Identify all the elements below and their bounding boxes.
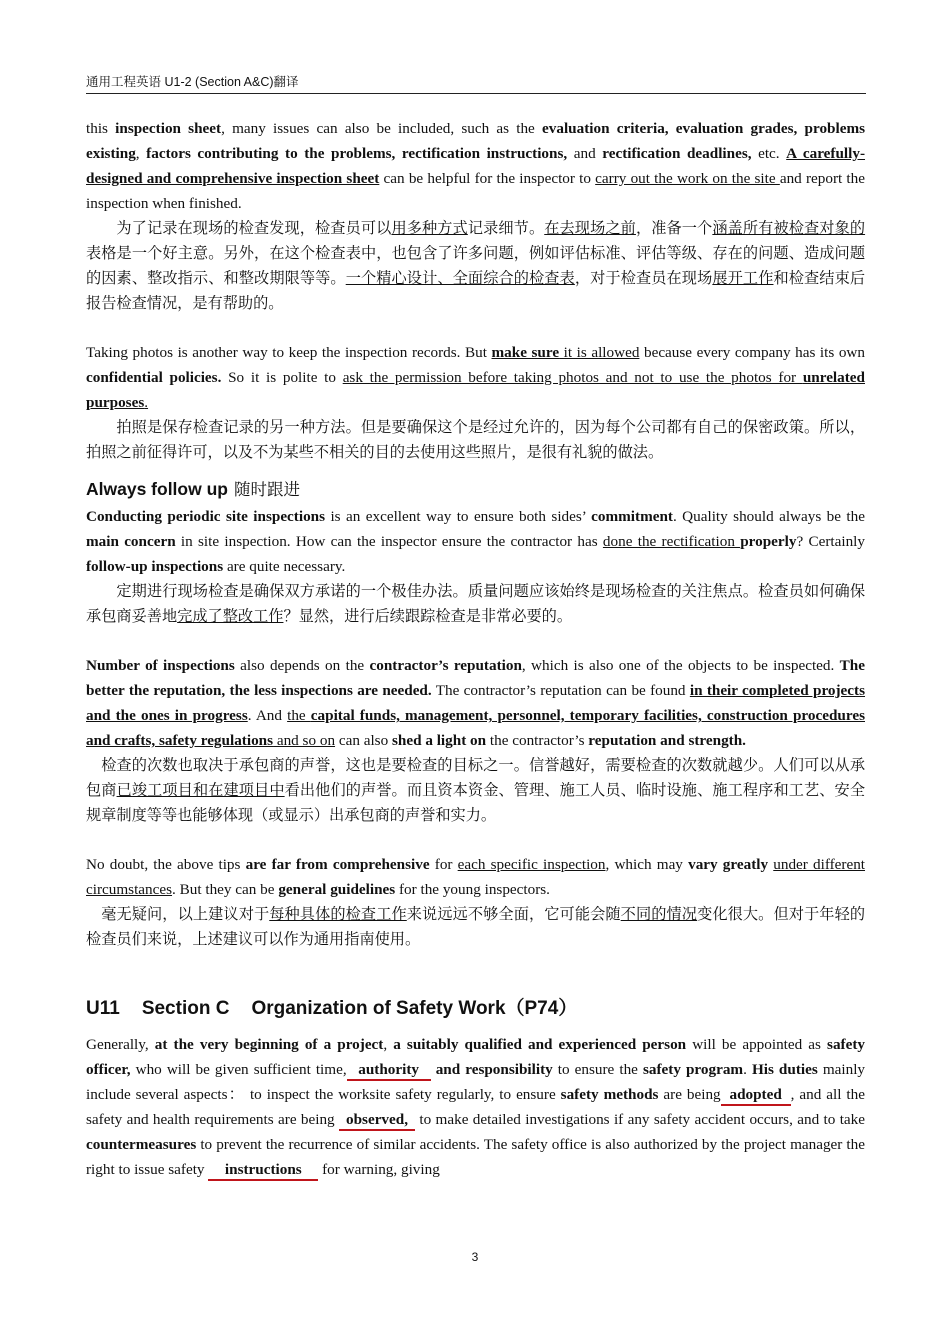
- text: 和检查结束后报告检查情况，是有帮助的。: [86, 269, 866, 312]
- bold-underlined-phrase: make sure: [491, 344, 560, 361]
- text: 来说远远不够全面，它可能会随: [406, 905, 621, 923]
- bold-term: Conducting periodic site inspections: [86, 508, 326, 525]
- paragraph-inspection-sheet-cn: [86, 216, 865, 316]
- document-body: [86, 116, 865, 1182]
- text: ，准备一个: [635, 219, 713, 237]
- bold-term: contractor’s reputation: [369, 657, 522, 674]
- fill-blank-answer: observed,: [339, 1111, 415, 1131]
- text: No doubt, the above tips: [86, 856, 246, 873]
- paragraph-inspection-sheet: [86, 116, 865, 216]
- header-title: 通用工程英语 U1-2 (Section A&C)翻译: [86, 75, 299, 89]
- bold-term: a suitably qualified and experienced person: [393, 1036, 687, 1053]
- bold-underlined-phrase: capital funds, management, personnel, temporary facilities, construction procedures and crafts, safety regulations: [86, 707, 865, 749]
- underlined-phrase: each specific inspection: [457, 856, 606, 873]
- text: can be helpful for the inspector to: [379, 170, 596, 187]
- text: .: [743, 1061, 752, 1078]
- bold-term: safety methods: [560, 1086, 659, 1103]
- bold-term: properly: [740, 533, 797, 550]
- paragraph-photos: [86, 340, 865, 415]
- underlined-phrase: 每种具体的检查工作: [269, 905, 407, 923]
- text: and report the inspection when finished.: [86, 170, 865, 212]
- text: , which may: [605, 856, 689, 873]
- section-heading: [86, 996, 865, 1022]
- spacer: [86, 316, 865, 340]
- text: . But they can be: [172, 881, 279, 898]
- bold-term: Number of inspections: [86, 657, 235, 674]
- text: for: [429, 856, 458, 873]
- text: are being: [658, 1086, 721, 1103]
- text: 定期进行现场检查是确保双方承诺的一个极佳办法。质量问题应该始终是现场检查的关注焦点。检查员如何确保承包商妥善地: [86, 582, 865, 625]
- heading-zh: 随时跟进: [233, 480, 300, 499]
- paragraph-reputation-cn: [86, 753, 865, 828]
- text: to make detailed investigations if any safety accident occurs, and to take: [415, 1111, 865, 1128]
- text: 检查的次数也取决于承包商的声誉，这也是要检查的目标之一。信誉越好，需要检查的次数就越少。人们可以从承包商: [86, 756, 865, 799]
- section-label: Section C: [141, 998, 230, 1019]
- text: Generally,: [86, 1036, 155, 1053]
- text: 看出他们的声誉。而且资本资金、管理、施工人员、临时设施、施工程序和工艺、安全规章制度等等也能够体现（或显示）出承包商的声誉和实力。: [86, 781, 866, 824]
- bold-term: inspection sheet: [115, 120, 222, 137]
- unit-label: U11: [86, 998, 120, 1019]
- text: 变化很大。但对于年轻的检查员们来说，上述建议可以作为通用指南使用。: [86, 905, 866, 948]
- text: because every company has its own: [639, 344, 865, 361]
- underlined-phrase: 已竣工项目和在建项目中: [116, 781, 285, 799]
- text: can also: [335, 732, 392, 749]
- underlined-phrase: 用多种方式: [391, 219, 468, 237]
- page-number: 3: [471, 1250, 479, 1264]
- bold-term: evaluation criteria, evaluation grades, problems existing: [86, 120, 866, 162]
- underlined-phrase: the: [287, 707, 311, 724]
- text: 拍照是保存检查记录的另一种方法。但是要确保这个是经过允许的，因为每个公司都有自己的保密政策。所以，拍照之前征得许可，以及不为某些不相关的目的去使用这些照片，是很有礼貌的做法。: [86, 418, 865, 461]
- underlined-phrase: 在去现场之前: [544, 219, 636, 237]
- section-title: Organization of Safety Work（P74）: [251, 998, 578, 1019]
- bold-term: The better the reputation, the less inspections are needed.: [86, 657, 865, 699]
- fill-blank-answer: adopted: [721, 1086, 791, 1106]
- underlined-phrase: and so on: [273, 732, 336, 749]
- page-header: [86, 72, 866, 94]
- text: 为了记录在现场的检查发现，检查员可以: [116, 219, 392, 237]
- bold-term: rectification deadlines,: [602, 145, 752, 162]
- bold-term: reputation and strength.: [588, 732, 746, 749]
- spacer: [86, 828, 865, 852]
- text: are quite necessary.: [223, 558, 346, 575]
- paragraph-tips-cn: [86, 902, 865, 952]
- paragraph-photos-cn: [86, 415, 865, 465]
- bold-term: countermeasures: [86, 1136, 197, 1153]
- heading-always-follow-up: [86, 477, 865, 502]
- underlined-phrase: 完成了整改工作: [177, 607, 284, 625]
- bold-term: factors contributing to the problems, rectification instructions,: [146, 145, 568, 162]
- text: , many issues can also be included, such as the: [221, 120, 543, 137]
- bold-term: commitment: [591, 508, 673, 525]
- text: . Quality should always be the: [672, 508, 865, 525]
- text: for warning, giving: [318, 1161, 440, 1178]
- text: ,: [383, 1036, 394, 1053]
- paragraph-reputation: [86, 653, 865, 753]
- text: is an excellent way to ensure both sides’: [325, 508, 592, 525]
- underlined-phrase: under different circumstances: [86, 856, 866, 898]
- bold-term: vary greatly: [688, 856, 769, 873]
- text: The contractor’s reputation can be found: [431, 682, 690, 699]
- text: , and all the safety and health requirements are being: [86, 1086, 865, 1128]
- text: Taking photos is another way to keep the inspection records. But: [86, 344, 492, 361]
- text: 表格是一个好主意。另外，在这个检查表中，也包含了许多问题，例如评估标准、评估等级、存在的问题、造成问题的因素、整改指示、和整改期限等等。: [86, 244, 865, 287]
- text: .: [144, 394, 149, 411]
- text: ask the permission before taking photos and not to use the photos for: [342, 369, 803, 386]
- underlined-phrase: 一个精心设计、全面综合的检查表: [345, 269, 575, 287]
- bold-underlined-phrase: A carefully-designed and comprehensive inspection sheet: [86, 145, 866, 187]
- bold-term: safety officer,: [86, 1036, 866, 1078]
- bold-term: and responsibility: [430, 1061, 553, 1078]
- text: to ensure the: [552, 1061, 643, 1078]
- bold-term: general guidelines: [278, 881, 396, 898]
- spacer: [86, 629, 865, 653]
- bold-term: at the very beginning of a project: [154, 1036, 384, 1053]
- text: the contractor’s: [486, 732, 589, 749]
- fill-blank-answer: instructions: [208, 1161, 318, 1181]
- underlined-phrase: 展开工作: [712, 269, 774, 287]
- bold-term: shed a light on: [391, 732, 487, 749]
- underlined-phrase: 不同的情况: [620, 905, 698, 923]
- underlined-phrase: 涵盖所有被检查对象的: [712, 219, 866, 237]
- text: etc.: [751, 145, 787, 162]
- text: ，对于检查员在现场: [574, 269, 713, 287]
- bold-term: unrelated purposes: [86, 369, 865, 411]
- text: in site inspection. How can the inspector ensure the contractor has: [175, 533, 603, 550]
- text: . And: [247, 707, 288, 724]
- underlined-phrase: done the rectification: [602, 533, 741, 550]
- text: 记录细节。: [467, 219, 545, 237]
- text: ,: [135, 145, 147, 162]
- text: who will be given sufficient time,: [130, 1061, 347, 1078]
- bold-term: His duties: [751, 1061, 818, 1078]
- text: for the young inspectors.: [395, 881, 550, 898]
- text: to prevent the recurrence of similar accidents. The safety office is also authorized by the project manager the right to issue safety: [86, 1136, 865, 1178]
- underlined-phrase: carry out the work on the site: [595, 170, 780, 187]
- text: , which is also one of the objects to be inspected.: [521, 657, 840, 674]
- bold-term: are far from comprehensive: [245, 856, 430, 873]
- paragraph-tips: [86, 852, 865, 902]
- bold-term: follow-up inspections: [86, 558, 224, 575]
- bold-term: confidential policies.: [86, 369, 222, 386]
- text: 毫无疑问，以上建议对于: [101, 905, 270, 923]
- heading-en: Always follow up: [86, 479, 228, 499]
- text: ? Certainly: [796, 533, 865, 550]
- text: this: [86, 120, 116, 137]
- underlined-phrase: it is allowed: [559, 344, 640, 361]
- text: also depends on the: [234, 657, 370, 674]
- text: will be appointed as: [686, 1036, 828, 1053]
- fill-blank-answer: authority: [347, 1061, 431, 1081]
- paragraph-follow-up-cn: [86, 579, 865, 629]
- text: So it is polite to: [221, 369, 343, 386]
- bold-term: safety program: [642, 1061, 744, 1078]
- bold-term: main concern: [86, 533, 176, 550]
- text: ？显然，进行后续跟踪检查是非常必要的。: [283, 607, 572, 625]
- text: mainly include several aspects： to inspect the worksite safety regularly, to ensure: [86, 1061, 866, 1103]
- paragraph-follow-up: [86, 504, 865, 579]
- text: and: [567, 145, 603, 162]
- bold-underlined-phrase: in their completed projects and the ones in progress: [86, 682, 866, 724]
- paragraph-safety-officer: [86, 1032, 865, 1182]
